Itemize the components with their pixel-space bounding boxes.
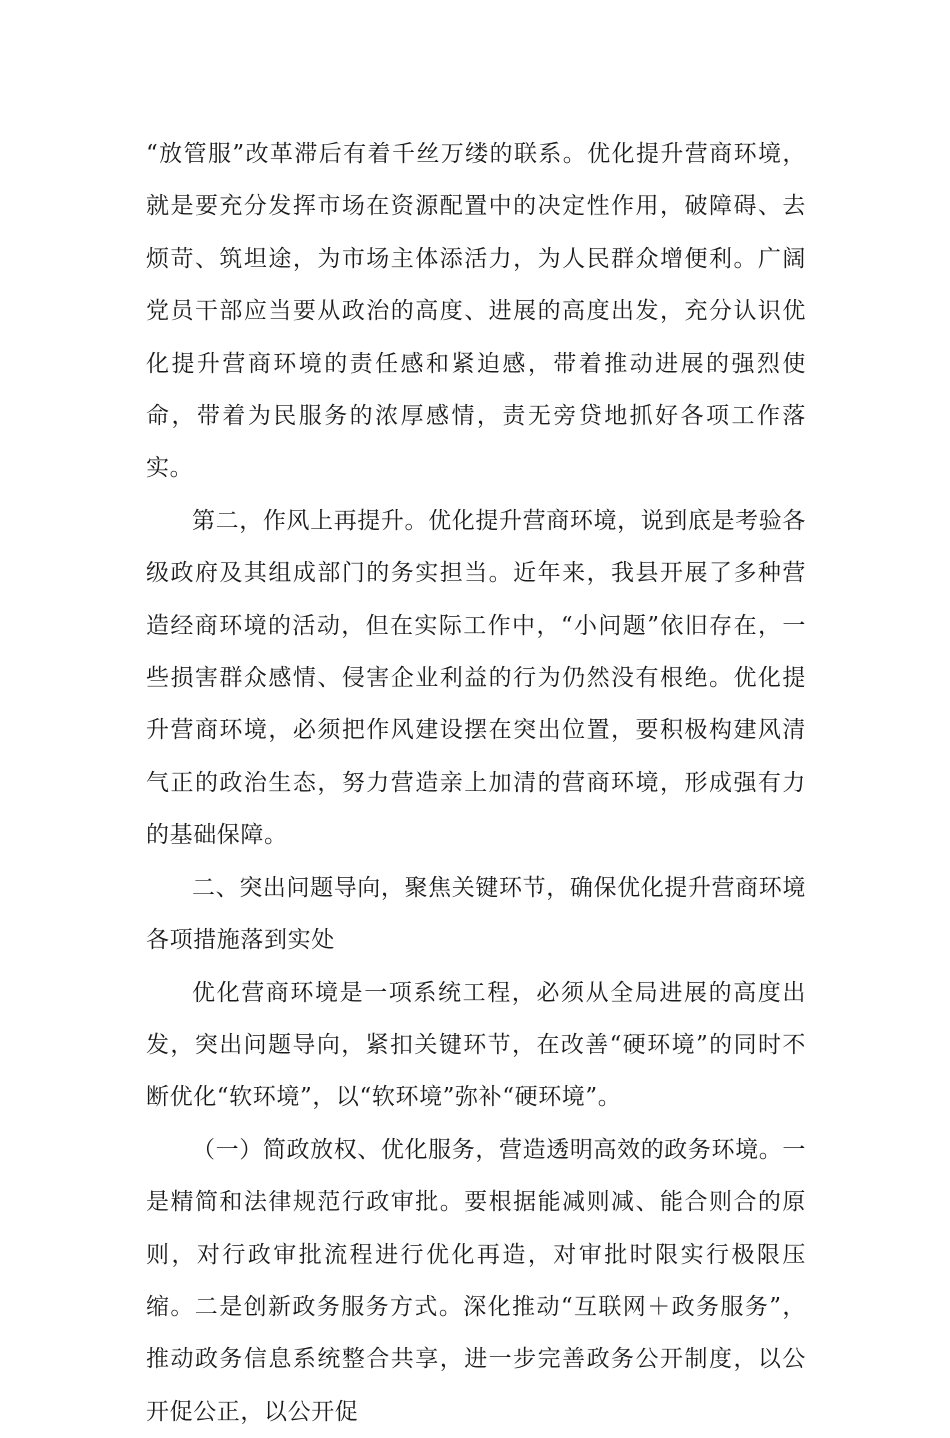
paragraph-continuation: “放管服”改革滞后有着千丝万缕的联系。优化提升营商环境，就是要充分发挥市场在资源配置中的决定性作用，破障碍、去烦苛、筑坦途，为市场主体添活力，为人民群众增便利。广阔党员干部应当要从政治的高度、进展的高度出发，充分认识优化提升营商环境的责任感和紧迫感，带着推动进展的强烈使命，带着为民服务的浓厚感情，责无旁贷地抓好各项工作落实。 (146, 141, 806, 482)
section-heading-problem-oriented: 二、突出问题导向，聚焦关键环节，确保优化提升营商环境各项措施落到实处 (146, 874, 806, 954)
paragraph-system-engineering: 优化营商环境是一项系统工程，必须从全局进展的高度出发，突出问题导向，紧扣关键环节，在改善“硬环境”的同时不断优化“软环境”，以“软环境”弥补“硬环境”。 (146, 979, 806, 1111)
document-body (146, 128, 806, 1438)
paragraph-work-style: 第二，作风上再提升。优化提升营商环境，说到底是考验各级政府及其组成部门的务实担当。近年来，我县开展了多种营造经商环境的活动，但在实际工作中，“小问题”依旧存在，一些损害群众感情、侵害企业利益的行为仍然没有根绝。优化提升营商环境，必须把作风建设摆在突出位置，要积极构建风清气正的政治生态，努力营造亲上加清的营商环境，形成强有力的基础保障。 (146, 507, 806, 849)
paragraph-streamline-administration: （一）简政放权、优化服务，营造透明高效的政务环境。一是精简和法律规范行政审批。要根据能减则减、能合则合的原则，对行政审批流程进行优化再造，对审批时限实行极限压缩。二是创新政务服务方式。深化推动“互联网＋政务服务”，推动政务信息系统整合共享，进一步完善政务公开制度，以公开促公正，以公开促 (146, 1136, 806, 1425)
